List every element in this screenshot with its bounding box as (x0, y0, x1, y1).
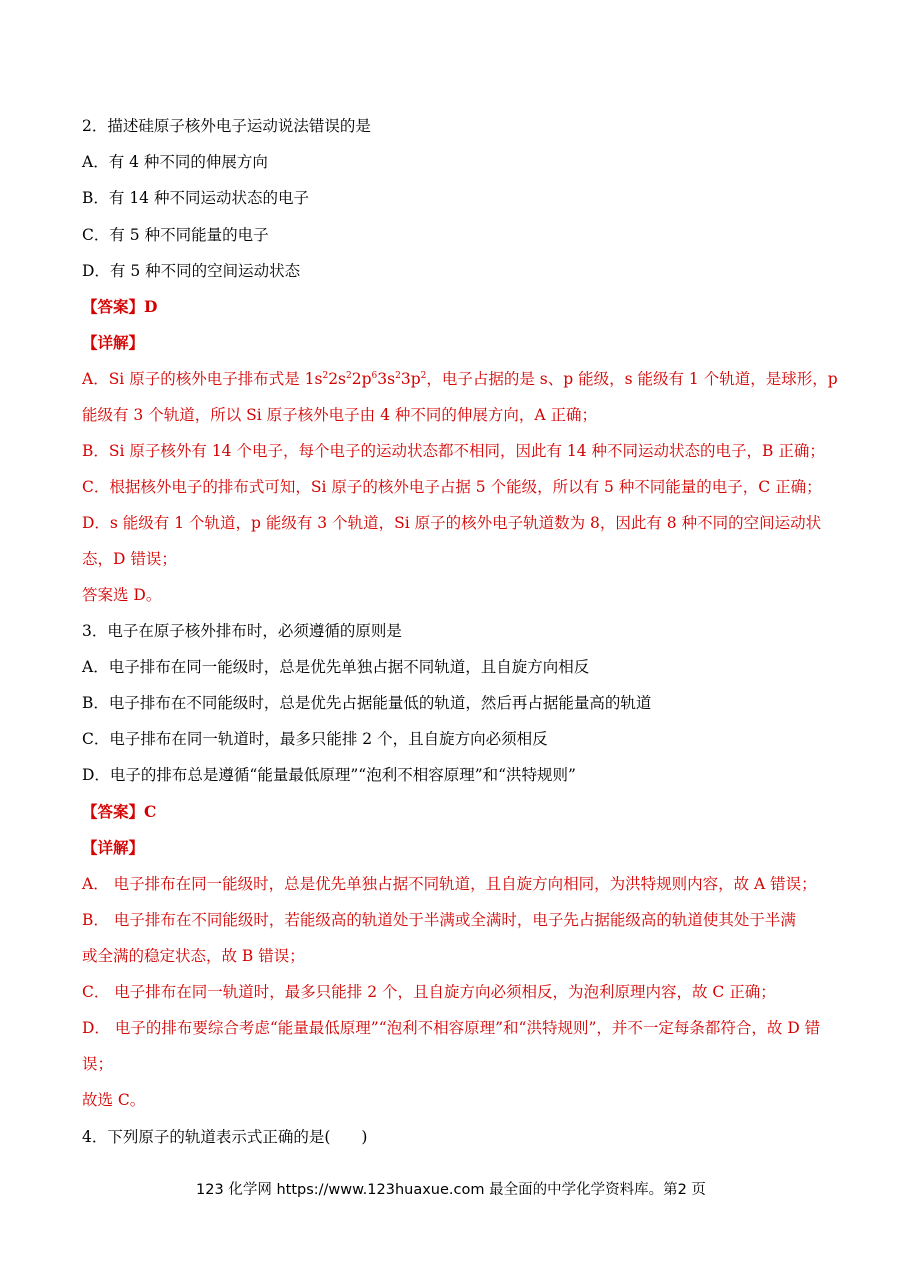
question-3-answer: 【答案】C (82, 802, 157, 821)
question-2-explanation-a-line-1 (82, 368, 838, 390)
superscript: 6 (371, 371, 378, 381)
question-3-explanation-d-line-1: D． 电子的排布要综合考虑“能量最低原理”“泡利不相容原理”和“洪特规则”，并不一定每条都符合，故 D 错 (82, 1019, 821, 1037)
superscript: 2 (346, 371, 352, 381)
question-2-explanation-d-line-1: D．s 能级有 1 个轨道，p 能级有 3 个轨道，Si 原子的核外电子轨道数为 8，因此有 8 种不同的空间运动状 (82, 514, 822, 532)
question-2-option-a: A．有 4 种不同的伸展方向 (82, 153, 268, 171)
question-3-explanation-c: C． 电子排布在同一轨道时，最多只能排 2 个，且自旋方向必须相反，为泡利原理内容，故 C 正确； (82, 983, 776, 1001)
question-2-option-d: D．有 5 种不同的空间运动状态 (82, 262, 301, 280)
question-3-explanation-b-line-1: B． 电子排布在不同能级时，若能级高的轨道处于半满或全满时，电子先占据能级高的轨道使其处于半满 (82, 911, 796, 929)
question-3-option-a: A．电子排布在同一能级时，总是优先单独占据不同轨道，且自旋方向相反 (82, 658, 590, 676)
superscript: 2 (420, 371, 427, 381)
question-4-stem: 4．下列原子的轨道表示式正确的是( ) (82, 1128, 368, 1146)
orbital-label: 2s (328, 370, 347, 388)
question-3-explanation-b-line-2: 或全满的稳定状态，故 B 错误； (82, 947, 305, 965)
superscript: 2 (395, 371, 401, 381)
question-2-conclusion: 答案选 D。 (82, 586, 162, 604)
question-2-option-c: C．有 5 种不同能量的电子 (82, 226, 269, 244)
question-3-option-c: C．电子排布在同一轨道时，最多只能排 2 个，且自旋方向必须相反 (82, 730, 548, 748)
question-2-stem: 2．描述硅原子核外电子运动说法错误的是 (82, 117, 371, 135)
question-2-explanation-a-line-2: 能级有 3 个轨道，所以 Si 原子核外电子由 4 种不同的伸展方向，A 正确； (82, 406, 597, 424)
orbital-label: 3p (400, 370, 421, 388)
question-3-explanation-a: A． 电子排布在同一能级时，总是优先单独占据不同轨道，且自旋方向相同，为洪特规则内容，故 A 错误； (82, 875, 817, 893)
question-2-answer: 【答案】D (82, 297, 158, 316)
question-2-explanation-d-line-2: 态，D 错误； (82, 550, 177, 568)
question-2-detail-label: 【详解】 (82, 333, 145, 352)
question-2-explanation-b: B．Si 原子核外有 14 个电子，每个电子的运动状态都不相同，因此有 14 种不同运动状态的电子，B 正确； (82, 442, 825, 460)
orbital-label: 3s (377, 370, 396, 388)
question-3-conclusion: 故选 C。 (82, 1091, 146, 1109)
explanation-a-prefix: A．Si 原子的核外电子排布式是 1s (82, 370, 323, 388)
page-footer: 123 化学网 https://www.123huaxue.com 最全面的中学化学资料库。第2 页 (196, 1182, 706, 1198)
orbital-label: 2p (351, 370, 372, 388)
question-3-option-b: B．电子排布在不同能级时，总是优先占据能量低的轨道，然后再占据能量高的轨道 (82, 694, 652, 712)
question-3-stem: 3．电子在原子核外排布时，必须遵循的原则是 (82, 622, 402, 640)
question-2-explanation-c: C．根据核外电子的排布式可知，Si 原子的核外电子占据 5 个能级，所以有 5 种不同能量的电子，C 正确； (82, 478, 822, 496)
superscript: 2 (322, 371, 329, 381)
question-3-explanation-d-line-2: 误； (82, 1055, 114, 1073)
explanation-a-suffix: ，电子占据的是 s、p 能级，s 能级有 1 个轨道，是球形，p (426, 370, 838, 388)
question-3-detail-label: 【详解】 (82, 838, 145, 857)
question-3-option-d: D．电子的排布总是遵循“能量最低原理”“泡利不相容原理”和“洪特规则” (82, 766, 576, 784)
question-2-option-b: B．有 14 种不同运动状态的电子 (82, 189, 309, 207)
